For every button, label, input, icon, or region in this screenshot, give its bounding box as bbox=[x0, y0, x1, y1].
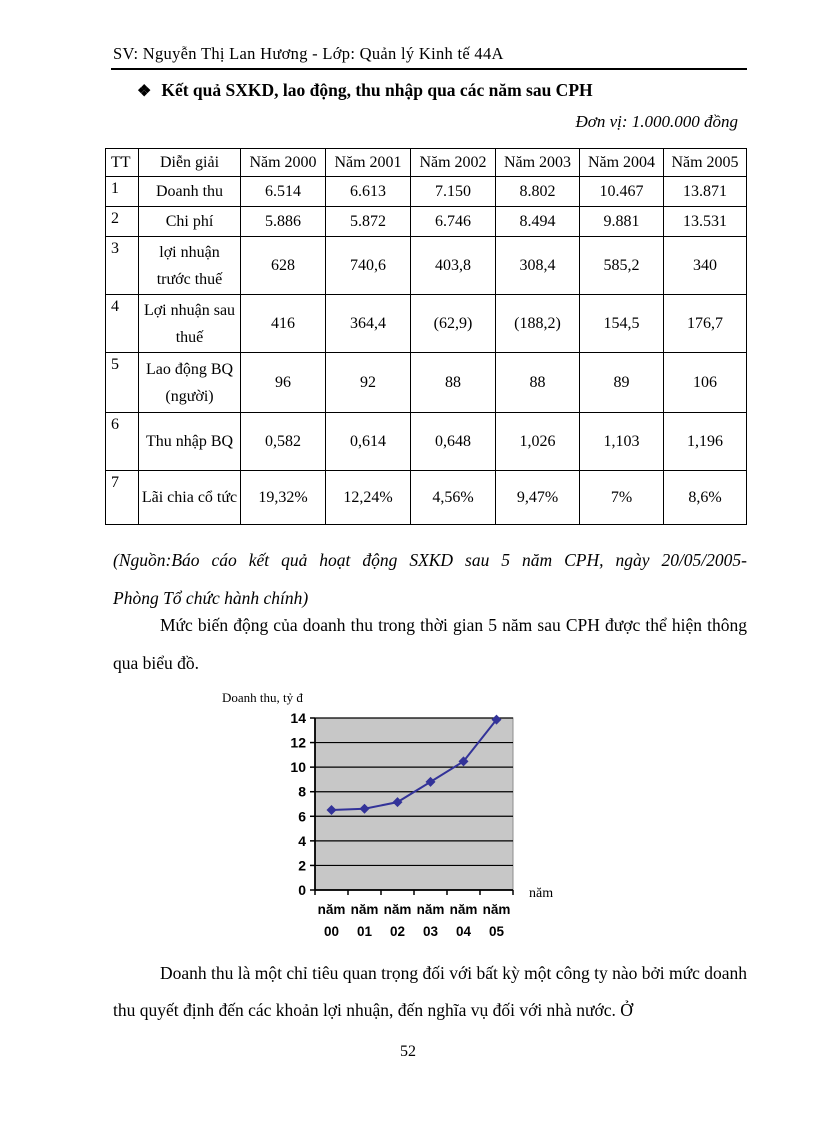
table-row bbox=[106, 237, 747, 295]
row-label-cell: Lãi chia cổ tức bbox=[139, 471, 241, 525]
row-number-cell: 6 bbox=[106, 413, 139, 471]
row-number-cell: 3 bbox=[106, 237, 139, 295]
value-cell: 8,6% bbox=[664, 471, 747, 525]
table-row bbox=[106, 471, 747, 525]
y-tick-label: 14 bbox=[290, 710, 306, 726]
x-category-label: 04 bbox=[455, 924, 472, 939]
table-row bbox=[106, 413, 747, 471]
row-label-cell: Doanh thu bbox=[139, 177, 241, 207]
value-cell: 92 bbox=[326, 353, 411, 413]
table-header-cell: Năm 2003 bbox=[496, 149, 580, 177]
row-number-cell: 2 bbox=[106, 207, 139, 237]
value-cell: 6.746 bbox=[411, 207, 496, 237]
source-citation-line1: (Nguồn:Báo cáo kết quả hoạt động SXKD sau 5 năm CPH, ngày 20/05/2005- bbox=[113, 550, 747, 570]
value-cell: 4,56% bbox=[411, 471, 496, 525]
value-cell: 8.494 bbox=[496, 207, 580, 237]
value-cell: 12,24% bbox=[326, 471, 411, 525]
x-category-label: 03 bbox=[422, 924, 439, 939]
table-header-cell: Diễn giải bbox=[139, 149, 241, 177]
header-rule bbox=[111, 68, 747, 70]
x-category-label: 05 bbox=[488, 924, 505, 939]
results-table bbox=[105, 148, 747, 525]
table-row bbox=[106, 353, 747, 413]
value-cell: 5.886 bbox=[241, 207, 326, 237]
value-cell: 154,5 bbox=[580, 295, 664, 353]
value-cell: 1,103 bbox=[580, 413, 664, 471]
value-cell: 628 bbox=[241, 237, 326, 295]
value-cell: 176,7 bbox=[664, 295, 747, 353]
value-cell: 88 bbox=[496, 353, 580, 413]
revenue-line-chart bbox=[185, 683, 625, 945]
table-header-cell: Năm 2002 bbox=[411, 149, 496, 177]
value-cell: 7.150 bbox=[411, 177, 496, 207]
source-citation-line2: Phòng Tổ chức hành chính) bbox=[113, 588, 309, 608]
row-label-cell: Thu nhập BQ bbox=[139, 413, 241, 471]
row-number-cell: 4 bbox=[106, 295, 139, 353]
value-cell: 10.467 bbox=[580, 177, 664, 207]
x-category-label: 02 bbox=[389, 924, 406, 939]
value-cell: 0,582 bbox=[241, 413, 326, 471]
value-cell: 364,4 bbox=[326, 295, 411, 353]
value-cell: 0,614 bbox=[326, 413, 411, 471]
value-cell: 340 bbox=[664, 237, 747, 295]
table-header-cell: Năm 2000 bbox=[241, 149, 326, 177]
table-header-cell: Năm 2005 bbox=[664, 149, 747, 177]
table-header-cell: Năm 2001 bbox=[326, 149, 411, 177]
x-category-label: năm bbox=[416, 902, 445, 917]
section-heading-text: Kết quả SXKD, lao động, thu nhập qua các năm sau CPH bbox=[161, 80, 593, 100]
value-cell: 88 bbox=[411, 353, 496, 413]
results-table-wrapper bbox=[105, 148, 747, 525]
chart-y-axis-label: Doanh thu, tỷ đ bbox=[222, 690, 303, 705]
row-label-cell: Lợi nhuận sau thuế bbox=[139, 295, 241, 353]
row-number-cell: 7 bbox=[106, 471, 139, 525]
paragraph-chart-intro: Mức biến động của doanh thu trong thời gian 5 năm sau CPH được thể hiện thông qua biểu đồ. bbox=[113, 615, 747, 673]
row-number-cell: 5 bbox=[106, 353, 139, 413]
y-tick-label: 4 bbox=[298, 832, 306, 849]
y-tick-label: 8 bbox=[298, 783, 306, 800]
unit-note: Đơn vị: 1.000.000 đồng bbox=[575, 112, 738, 131]
value-cell: 13.871 bbox=[664, 177, 747, 207]
table-header-cell: Năm 2004 bbox=[580, 149, 664, 177]
table-row bbox=[106, 207, 747, 237]
value-cell: 19,32% bbox=[241, 471, 326, 525]
value-cell: 9.881 bbox=[580, 207, 664, 237]
value-cell: 6.613 bbox=[326, 177, 411, 207]
section-heading bbox=[137, 80, 593, 101]
paragraph-revenue-discussion: Doanh thu là một chỉ tiêu quan trọng đối với bất kỳ một công ty nào bởi mức doanh thu quyết định đến các khoản lợi nhuận, đến nghĩa vụ đối với nhà nước. Ở bbox=[113, 963, 747, 1020]
page-header: SV: Nguyễn Thị Lan Hương - Lớp: Quản lý Kinh tế 44A bbox=[113, 44, 504, 63]
table-row bbox=[106, 177, 747, 207]
revenue-chart-svg bbox=[185, 683, 625, 945]
row-number-cell: 1 bbox=[106, 177, 139, 207]
value-cell: 308,4 bbox=[496, 237, 580, 295]
value-cell: 403,8 bbox=[411, 237, 496, 295]
value-cell: 1,196 bbox=[664, 413, 747, 471]
value-cell: 585,2 bbox=[580, 237, 664, 295]
table-row bbox=[106, 295, 747, 353]
value-cell: 5.872 bbox=[326, 207, 411, 237]
value-cell: 6.514 bbox=[241, 177, 326, 207]
x-category-label: năm bbox=[449, 902, 478, 917]
value-cell: 7% bbox=[580, 471, 664, 525]
table-header-row bbox=[106, 149, 747, 177]
value-cell: 13.531 bbox=[664, 207, 747, 237]
x-category-label: 00 bbox=[323, 924, 340, 939]
y-tick-label: 0 bbox=[298, 882, 306, 898]
value-cell: 8.802 bbox=[496, 177, 580, 207]
row-label-cell: lợi nhuận trước thuế bbox=[139, 237, 241, 295]
x-category-label: năm bbox=[350, 902, 379, 917]
x-category-label: năm bbox=[317, 902, 346, 917]
value-cell: 9,47% bbox=[496, 471, 580, 525]
x-category-label: năm bbox=[383, 902, 412, 917]
y-tick-label: 10 bbox=[290, 759, 306, 776]
value-cell: 1,026 bbox=[496, 413, 580, 471]
value-cell: 96 bbox=[241, 353, 326, 413]
x-category-label: năm bbox=[482, 902, 511, 917]
value-cell: (62,9) bbox=[411, 295, 496, 353]
x-category-label: 01 bbox=[356, 924, 373, 939]
row-label-cell: Lao động BQ (người) bbox=[139, 353, 241, 413]
y-tick-label: 2 bbox=[298, 857, 306, 874]
value-cell: 106 bbox=[664, 353, 747, 413]
y-tick-label: 6 bbox=[298, 808, 306, 825]
diamond-bullet-icon: ❖ bbox=[137, 83, 152, 100]
chart-x-axis-label: năm bbox=[529, 886, 554, 901]
page-number: 52 bbox=[400, 1043, 416, 1060]
value-cell: (188,2) bbox=[496, 295, 580, 353]
table-header-cell: TT bbox=[106, 149, 139, 177]
value-cell: 740,6 bbox=[326, 237, 411, 295]
value-cell: 0,648 bbox=[411, 413, 496, 471]
y-tick-label: 12 bbox=[290, 734, 306, 751]
value-cell: 89 bbox=[580, 353, 664, 413]
row-label-cell: Chi phí bbox=[139, 207, 241, 237]
value-cell: 416 bbox=[241, 295, 326, 353]
